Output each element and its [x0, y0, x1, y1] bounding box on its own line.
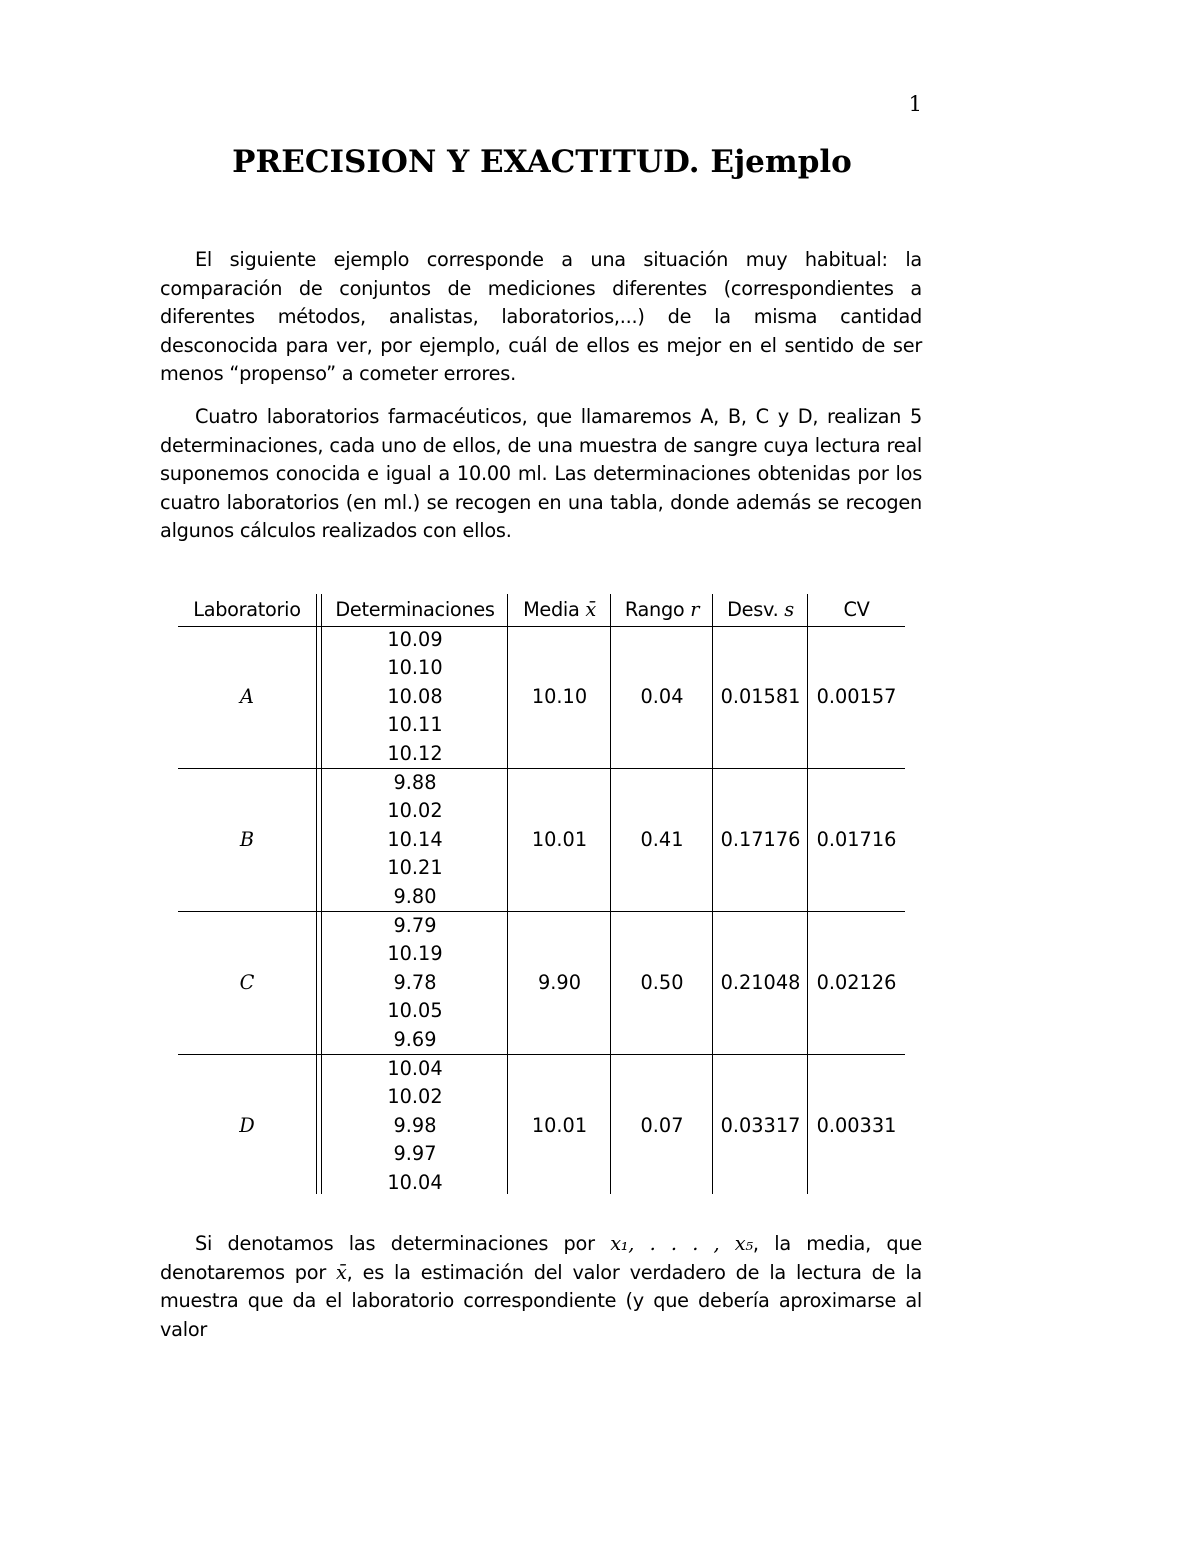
- page-number: 1: [908, 92, 922, 116]
- det-value: 9.69: [393, 1027, 437, 1051]
- header-determinaciones: Determinaciones: [335, 598, 495, 621]
- cell-cv: 0.02126: [816, 971, 897, 994]
- table-rule: [610, 594, 611, 1194]
- det-value: 10.05: [387, 999, 443, 1023]
- cell-media: 10.10: [531, 685, 588, 708]
- closing-math-2: x̄: [336, 1260, 347, 1284]
- det-value: 10.02: [387, 1085, 443, 1109]
- table-rule: [807, 594, 808, 1194]
- det-value: 10.08: [387, 684, 443, 708]
- det-value: 10.09: [387, 628, 443, 651]
- header-media-label: Media: [523, 598, 580, 621]
- description-paragraph: Cuatro laboratorios farmacéuticos, que llamaremos A, B, C y D, realizan 5 determinaciones, cada uno de ellos, de una muestra de sangre cuya lectura real suponemos conocida e igual a 10.00 ml. Las determinaciones obtenidas por los cuatro laboratorios (en ml.) se recogen en una tabla, donde además se recogen algunos cálculos realizados con ellos.: [160, 405, 922, 543]
- header-rango-symbol: r: [690, 598, 700, 621]
- cell-desv: 0.17176: [720, 828, 801, 851]
- cell-determinaciones: [322, 769, 508, 911]
- det-value: 10.04: [387, 1057, 443, 1080]
- cell-lab: C: [239, 971, 255, 994]
- cell-lab: D: [239, 1114, 255, 1137]
- cell-media: 10.01: [531, 1114, 588, 1137]
- cell-desv: 0.03317: [720, 1114, 801, 1137]
- closing-text-2: , la media, que denotaremos por: [160, 1232, 922, 1284]
- cell-cv: 0.00331: [816, 1114, 897, 1137]
- cell-determinaciones: [322, 912, 508, 1054]
- header-media: [508, 595, 611, 625]
- header-laboratorio: Laboratorio: [193, 598, 301, 621]
- table-double-rule-right: [321, 594, 322, 1194]
- intro-paragraph: El siguiente ejemplo corresponde a una situación muy habitual: la comparación de conjuntos de mediciones diferentes (correspondientes a diferentes métodos, analistas, laboratorios,...) de la misma cantidad desconocida para ver, por ejemplo, cuál de ellos es mejor en el sentido de ser menos “propenso” a cometer errores.: [160, 248, 922, 386]
- det-value: 10.11: [387, 713, 443, 737]
- header-media-symbol: x̄: [585, 598, 596, 621]
- det-value: 10.14: [387, 827, 443, 851]
- det-value: 10.12: [387, 741, 443, 765]
- header-desv-label: Desv.: [727, 598, 779, 621]
- cell-cv: 0.00157: [816, 685, 897, 708]
- header-desv: [713, 595, 808, 625]
- table-rule: [507, 594, 508, 1194]
- closing-math-1: x₁, . . . , x₅: [610, 1232, 753, 1255]
- cell-determinaciones: [322, 1055, 508, 1197]
- cell-determinaciones: [322, 626, 508, 768]
- table-row-d: [178, 1055, 905, 1197]
- header-desv-symbol: s: [784, 598, 794, 621]
- table-row-b: [178, 769, 905, 912]
- cell-lab: B: [239, 828, 255, 851]
- det-value: 9.79: [393, 914, 437, 937]
- cell-rango: 0.04: [640, 685, 684, 708]
- header-cv: CV: [843, 598, 870, 621]
- table-header-row: [178, 594, 905, 627]
- page-title: PRECISION Y EXACTITUD. Ejemplo: [232, 144, 852, 180]
- cell-cv: 0.01716: [816, 828, 897, 851]
- table-row-a: [178, 626, 905, 769]
- cell-media: 10.01: [531, 828, 588, 851]
- det-value: 9.78: [393, 970, 437, 994]
- det-value: 10.19: [387, 942, 443, 966]
- det-value: 9.80: [393, 884, 437, 908]
- cell-lab: A: [240, 685, 254, 708]
- cell-rango: 0.07: [640, 1114, 684, 1137]
- table-row-c: [178, 912, 905, 1055]
- det-value: 9.97: [393, 1142, 437, 1166]
- cell-desv: 0.01581: [720, 685, 801, 708]
- closing-text-1: Si denotamos las determinaciones por: [195, 1232, 611, 1255]
- cell-rango: 0.41: [640, 828, 684, 851]
- det-value: 9.88: [393, 771, 437, 794]
- header-rango-label: Rango: [624, 598, 685, 621]
- det-value: 10.10: [387, 656, 443, 680]
- det-value: 10.21: [387, 856, 443, 880]
- header-rango: [611, 595, 713, 625]
- det-value: 10.04: [387, 1170, 443, 1194]
- closing-text-3: , es la estimación del valor verdadero de la lectura de la muestra que da el laboratorio correspondiente (y que debería aproximarse al valor: [160, 1260, 922, 1341]
- cell-desv: 0.21048: [720, 971, 801, 994]
- table-rule: [712, 594, 713, 1194]
- closing-paragraph: [160, 1230, 922, 1344]
- table-double-rule-left: [316, 594, 317, 1194]
- det-value: 10.02: [387, 799, 443, 823]
- cell-rango: 0.50: [640, 971, 684, 994]
- det-value: 9.98: [393, 1113, 437, 1137]
- cell-media: 9.90: [538, 971, 581, 994]
